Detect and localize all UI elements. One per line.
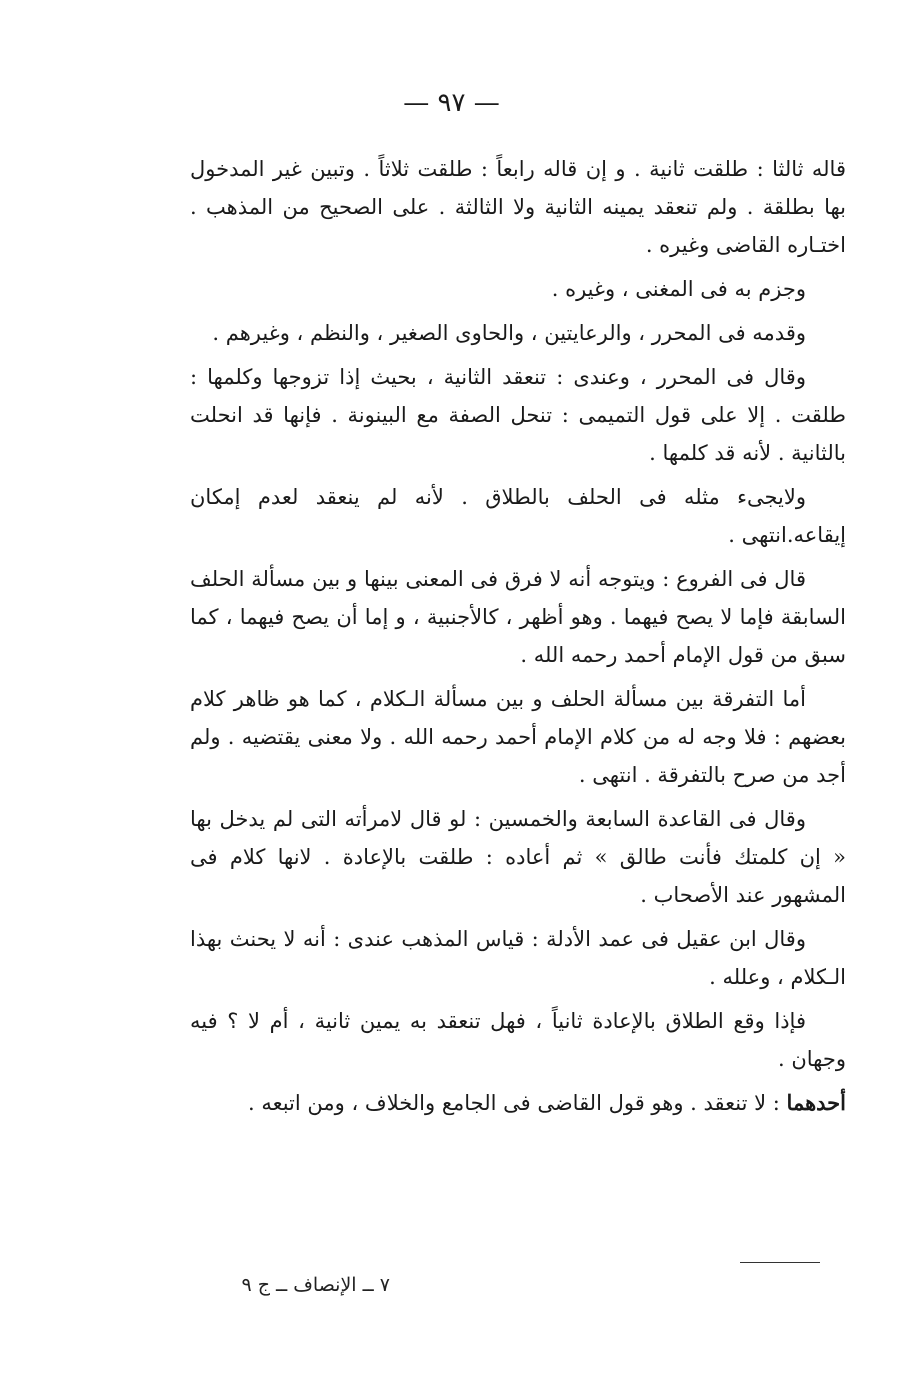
- paragraph-6: قال فى الفروع : ويتوجه أنه لا فرق فى المعنى بينها و بين مسألة الحلف السابقة فإما لا يصح فيهما . وهو أظهر ، كالأجنبية ، و إما أن يصح فيهما ، كما سبق من قول الإمام أحمد رحمه الله .: [190, 567, 846, 667]
- paragraph-8: وقال فى القاعدة السابعة والخمسين : لو قال لامرأته التى لم يدخل بها « إن كلمتك فأنت طالق » ثم أعاده : طلقت بالإعادة . لانها كلام فى المشهور عند الأصحاب .: [190, 807, 846, 907]
- paragraph-4: وقال فى المحرر ، وعندى : تنعقد الثانية ، بحيث إذا تزوجها وكلمها : طلقت . إلا على قول التميمى : تنحل الصفة مع البينونة . فإنها قد انحلت بالثانية . لأنه قد كلمها .: [190, 365, 846, 465]
- paragraph-9: وقال ابن عقيل فى عمد الأدلة : قياس المذهب عندى : أنه لا يحنث بهذا الـكلام ، وعلله .: [190, 927, 846, 989]
- paragraph-3: وقدمه فى المحرر ، والرعايتين ، والحاوى الصغير ، والنظم ، وغيرهم .: [212, 321, 806, 345]
- paragraph-1: قاله ثالثا : طلقت ثانية . و إن قاله رابعاً : طلقت ثلاثاً . وتبين غير المدخول بها بطلقة . ولم تنعقد يمينه الثانية ولا الثالثة . على الصحيح من المذهب . اختـاره القاضى وغيره .: [190, 157, 846, 257]
- paragraph-10: فإذا وقع الطلاق بالإعادة ثانياً ، فهل تنعقد به يمين ثانية ، أم لا ؟ فيه وجهان .: [190, 1009, 846, 1071]
- paragraph-2: وجزم به فى المغنى ، وغيره .: [551, 277, 806, 301]
- paragraph-5: ولايجىء مثله فى الحلف بالطلاق . لأنه لم ينعقد لعدم إمكان إيقاعه.انتهى .: [190, 485, 846, 547]
- body-text: [190, 150, 846, 1128]
- footnote-rule: [740, 1262, 820, 1263]
- paragraph-11-rest: : لا تنعقد . وهو قول القاضى فى الجامع والخلاف ، ومن اتبعه .: [247, 1091, 787, 1115]
- paragraph-7: أما التفرقة بين مسألة الحلف و بين مسألة الـكلام ، كما هو ظاهر كلام بعضهم : فلا وجه له من كلام الإمام أحمد رحمه الله . ولا معنى يقتضيه . ولم أجد من صرح بالتفرقة . انتهى .: [190, 687, 846, 787]
- page-number: — ٩٧ —: [403, 88, 500, 118]
- paragraph-11-lead: أحدهما: [786, 1090, 846, 1115]
- paragraph-11: [190, 1084, 846, 1122]
- signature-line: ٧ ــ الإنصاف ــ ج ٩: [241, 1274, 390, 1296]
